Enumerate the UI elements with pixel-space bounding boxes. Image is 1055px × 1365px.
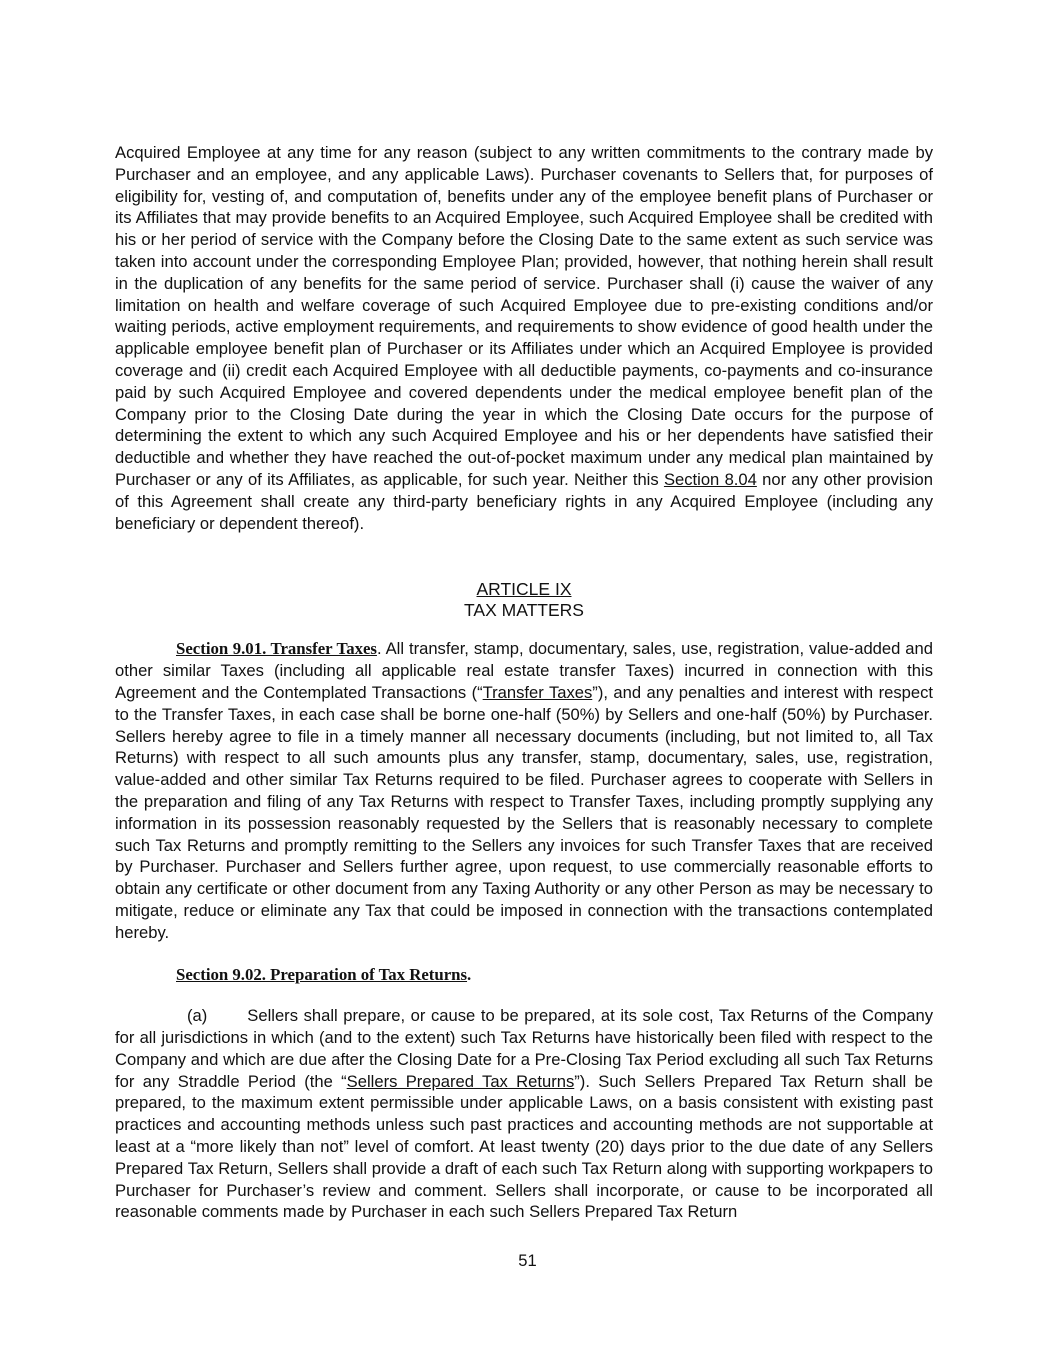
intro-text-a: Acquired Employee at any time for any reason (subject to any written commitments to the contrary made by Purchaser and an employee, and any applicable Laws). Purchaser covenants to Sellers that, for purposes of eligibility for, vesting of, and computation of, benefits under any of the employee benefit plans of Purchaser or its Affiliates that may provide benefits to an Acquired Employee, such Acquired Employee shall be credited with his or her period of service with the Company before the Closing Date to the same extent as such service was taken into account under the corresponding Employee Plan; provided, however, that nothing herein shall result in the duplication of any benefits for the same period of service. Purchaser shall (i) cause the waiver of any limitation on health and welfare coverage of such Acquired Employee due to pre-existing conditions and/or waiting periods, active employment requirements, and requirements to show evidence of good health under the applicable employee benefit plan of Purchaser or its Affiliates under which an Acquired Employee is provided coverage and (ii) credit each Acquired Employee with all deductible payments, co-payments and co-insurance paid by such Acquired Employee and covered dependents under the medical employee benefit plan of the Company prior to the Closing Date during the year in which the Closing Date occurs for the purpose of determining the extent to which any such Acquired Employee and his or her dependents have satisfied their deductible and whether they have reached the out-of-pocket maximum under any medical plan maintained by Purchaser or any of its Affiliates, as applicable, for such year. Neither this	[115, 143, 933, 489]
paragraph-a-label: (a)	[187, 1006, 208, 1026]
section-9-02-heading-line	[115, 964, 933, 986]
section-9-01-text-b: ”), and any penalties and interest with respect to the Transfer Taxes, in each case shall be borne one-half (50%) by Sellers and one-half (50%) by Purchaser. Sellers hereby agree to file in a timely manner all necessary documents (including, but not limited to, all Tax Returns) with respect to all such amounts plus any transfer, stamp, documentary, sales, use, registration, value-added and other similar Tax Returns required to be filed. Purchaser agrees to cooperate with Sellers in the preparation and filing of any Tax Returns with respect to Transfer Taxes, including promptly supplying any information in its possession reasonably requested by the Sellers that is reasonably necessary to complete such Tax Returns and promptly remitting to the Sellers any invoices for such Transfer Taxes that are received by Purchaser. Purchaser and Sellers further agree, upon request, to use commercially reasonable efforts to obtain any certificate or other document from any Taxing Authority or any other Person as may be necessary to mitigate, reduce or eliminate any Tax that could be imposed in connection with the transactions contemplated hereby.	[115, 682, 934, 942]
article-number: ARTICLE IX	[476, 579, 572, 600]
paragraph-a	[115, 1005, 933, 1223]
transfer-taxes-term: Transfer Taxes	[482, 682, 593, 702]
section-9-02-heading: Section 9.02. Preparation of Tax Returns	[176, 964, 468, 984]
intro-paragraph	[115, 142, 933, 534]
section-9-02-heading-suffix: .	[467, 964, 472, 984]
sellers-prepared-tax-returns-term: Sellers Prepared Tax Returns	[346, 1071, 575, 1091]
section-9-01-heading: Section 9.01. Transfer Taxes	[176, 639, 377, 659]
section-8-04-reference: Section 8.04	[663, 469, 757, 489]
section-9-01-text-a: All transfer, stamp, documentary, sales, use, registration, value-added and other similar Taxes (including all applicable real estate transfer Taxes) incurred in connection with this Agreement and the Contemplated Transactions (“	[115, 639, 933, 702]
paragraph-a-text-b: ”). Such Sellers Prepared Tax Return shall be prepared, to the maximum extent permissible under applicable Laws, on a basis consistent with existing past practices and accounting methods unless such past practices and accounting methods are not supportable at least at a “more likely than not” level of comfort. At least twenty (20) days prior to the due date of any Sellers Prepared Tax Return, Sellers shall provide a draft of each such Tax Return along with supporting workpapers to Purchaser for Purchaser’s review and comment. Sellers shall incorporate, or cause to be incorporated all reasonable comments made by Purchaser in each such Sellers Prepared Tax Return	[115, 1071, 933, 1222]
paragraph-a-text-a: Sellers shall prepare, or cause to be prepared, at its sole cost, Tax Returns of the Company for all jurisdictions in which (and to the extent) such Tax Returns have historically been filed with respect to the Company and which are due after the Closing Date for a Pre-Closing Tax Period excluding all such Tax Returns for any Straddle Period (the “	[115, 1006, 933, 1091]
section-9-01-heading-suffix: .	[376, 639, 382, 659]
article-heading	[115, 579, 933, 621]
article-title: TAX MATTERS	[464, 600, 584, 621]
section-9-01-paragraph	[115, 638, 933, 943]
document-page	[115, 142, 933, 1223]
page-number: 51	[518, 1251, 537, 1270]
intro-text-b: nor any other provision of this Agreement shall create any third-party beneficiary rights in any Acquired Employee (including any beneficiary or dependent thereof).	[115, 469, 933, 533]
